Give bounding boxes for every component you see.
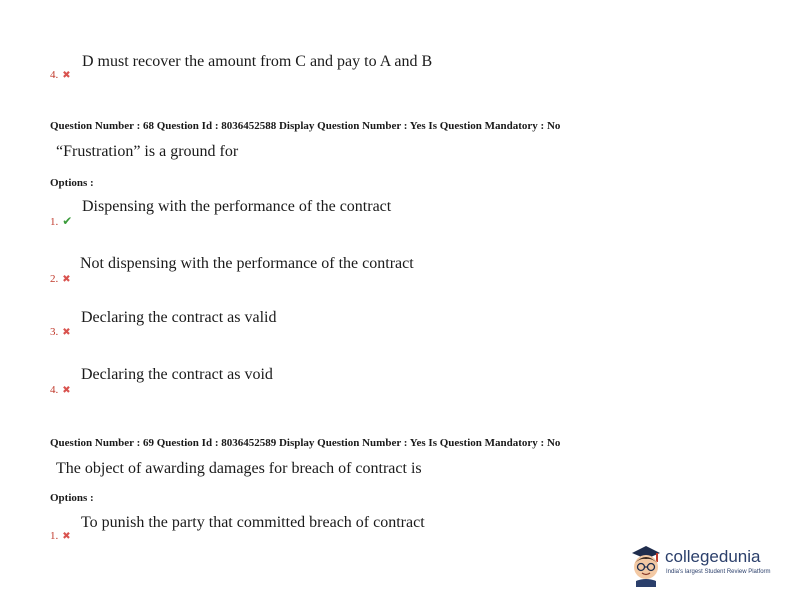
q68-meta: Question Number : 68 Question Id : 8036452588 Display Question Number : Yes Is Question Mandatory : No: [50, 120, 561, 132]
collegedunia-logo: [628, 543, 778, 587]
option-number: 4.: [50, 384, 59, 396]
q68-option-4-text: Declaring the contract as void: [81, 366, 273, 383]
cross-icon: ✖: [62, 70, 71, 81]
option-number: 1.: [50, 530, 59, 542]
q68-options-label: Options :: [50, 177, 94, 189]
option-number: 1.: [50, 216, 59, 228]
cross-icon: ✖: [62, 327, 71, 338]
cross-icon: ✖: [62, 385, 71, 396]
option-number: 2.: [50, 273, 59, 285]
q68-option-2-number: [50, 273, 71, 285]
q67-option-4-text: D must recover the amount from C and pay to A and B: [82, 53, 433, 70]
q67-option-4-number: [50, 69, 71, 81]
student-mascot-icon: [628, 543, 664, 587]
cross-icon: ✖: [62, 531, 71, 542]
option-number: 4.: [50, 69, 59, 81]
q68-option-2-text: Not dispensing with the performance of the contract: [80, 255, 414, 272]
q69-question: The object of awarding damages for breach of contract is: [56, 460, 422, 477]
q68-option-3-text: Declaring the contract as valid: [81, 309, 277, 326]
check-icon: ✔: [62, 214, 73, 228]
q69-option-1-text: To punish the party that committed breach of contract: [81, 514, 425, 531]
option-number: 3.: [50, 326, 59, 338]
q69-option-1-number: [50, 530, 71, 542]
q69-options-label: Options :: [50, 492, 94, 504]
logo-wordmark: collegedunia: [665, 547, 761, 566]
q68-option-1-text: Dispensing with the performance of the contract: [82, 198, 392, 215]
q68-option-3-number: [50, 326, 71, 338]
q68-question: “Frustration” is a ground for: [56, 143, 239, 160]
q68-option-1-number: [50, 214, 72, 229]
q68-option-4-number: [50, 384, 71, 396]
logo-tagline: India's largest Student Review Platform: [666, 569, 771, 575]
cross-icon: ✖: [62, 274, 71, 285]
q69-meta: Question Number : 69 Question Id : 8036452589 Display Question Number : Yes Is Question Mandatory : No: [50, 437, 561, 449]
